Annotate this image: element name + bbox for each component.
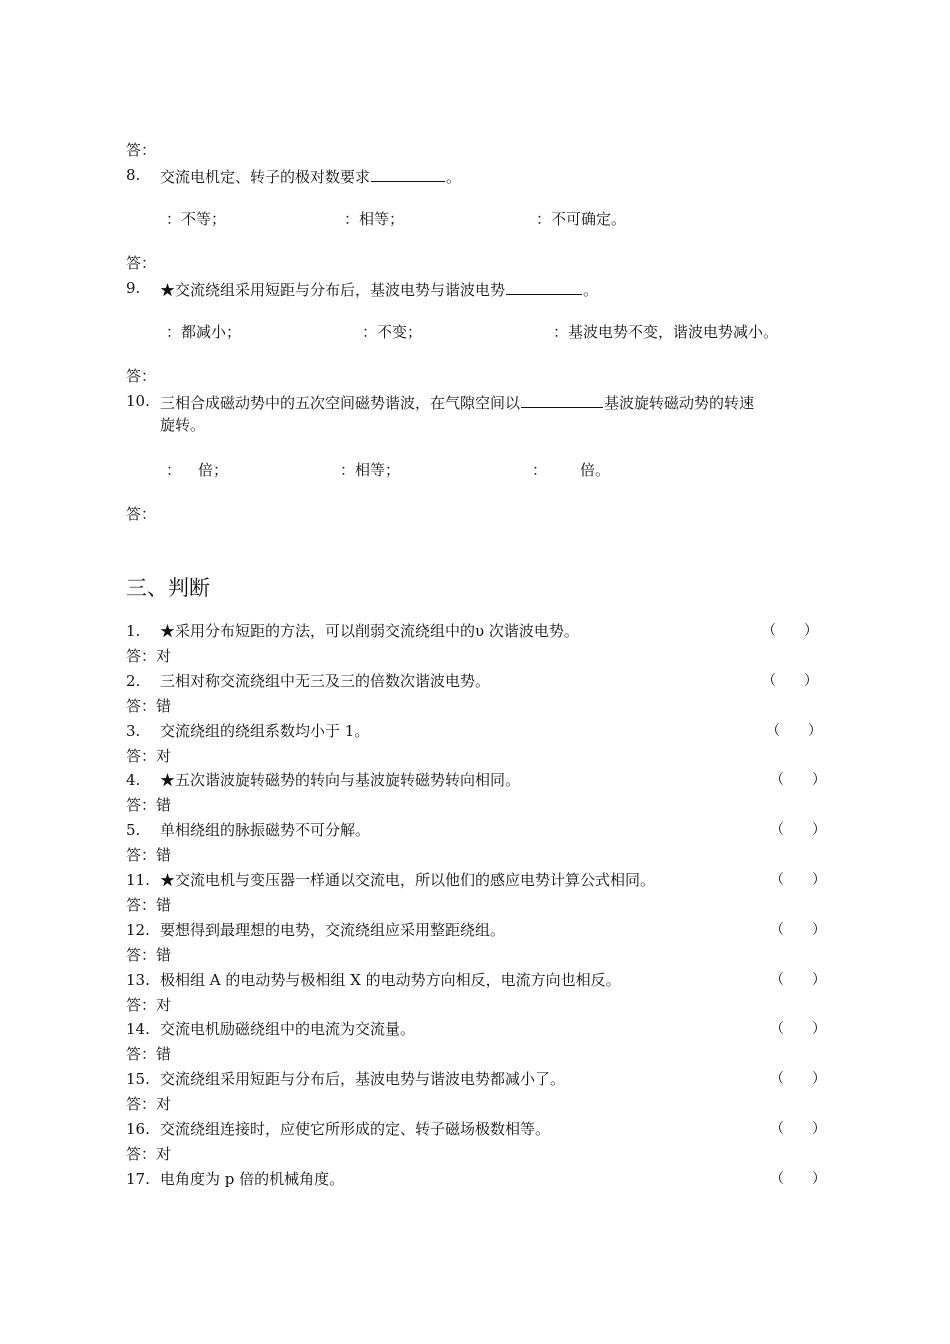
judge-item-number: 5. [126, 821, 141, 840]
judge-item-number: 4. [126, 771, 141, 790]
q9-answer: 答： [126, 367, 157, 385]
q10-text: 三相合成磁动势中的五次空间磁势谐波，在气隙空间以 [160, 394, 521, 412]
judge-item-answer: 答：错 [126, 896, 172, 914]
judge-item-text: 单相绕组的脉振磁势不可分解。 [160, 821, 371, 840]
judge-item-answer: 答：错 [126, 696, 172, 715]
q8-option-a: ：不等； [166, 210, 227, 228]
judge-item-text: ★采用分布短距的方法，可以削弱交流绕组中的υ 次谐波电势。 [160, 622, 579, 640]
judge-item-text: 交流绕组连接时，应使它所形成的定、转子磁场极数相等。 [160, 1120, 551, 1138]
judge-item-number: 13. [126, 970, 150, 989]
judge-item-text: 极相组 A 的电动势与极相组 X 的电动势方向相反，电流方向也相反。 [160, 970, 621, 989]
judge-item-answer: 答：错 [126, 846, 172, 865]
q10-answer: 答： [126, 505, 157, 523]
judge-item-parentheses: （ ） [762, 623, 818, 639]
judge-item-parentheses: （ ） [770, 921, 826, 938]
judge-item-parentheses: （ ） [770, 872, 826, 888]
judge-item-answer: 答：对 [126, 1145, 172, 1163]
judge-item-number: 17. [126, 1169, 150, 1188]
judge-item-answer: 答：对 [126, 746, 172, 765]
judge-item-text: 要想得到最理想的电势，交流绕组应采用整距绕组。 [160, 920, 506, 939]
judge-item-number: 3. [126, 721, 141, 740]
q10-option-a-colon: ： [166, 461, 182, 479]
q10-question-line2: 旋转。 [160, 416, 206, 434]
q8-text: 交流电机定、转子的极对数要求 [160, 168, 371, 186]
judge-item-number: 12. [126, 920, 150, 939]
judge-item-text: ★交流电机与变压器一样通以交流电，所以他们的感应电势计算公式相同。 [160, 871, 656, 889]
judge-item-text: 交流绕组的绕组系数均小于 1。 [160, 721, 370, 740]
judge-item-text: 交流绕组采用短距与分布后，基波电势与谐波电势都减小了。 [160, 1070, 566, 1089]
q10-option-c: 倍。 [580, 461, 611, 479]
q10-question [160, 391, 754, 413]
q10-text-end: 基波旋转磁动势的转速 [604, 394, 755, 412]
q10-number: 10. [126, 392, 150, 410]
judge-item-number: 14. [126, 1020, 150, 1039]
judge-item-number: 2. [126, 671, 141, 690]
q10-option-b: ：相等； [340, 461, 401, 479]
q9-blank [506, 278, 582, 295]
q8-question [160, 165, 461, 187]
q8-text-end: 。 [446, 168, 462, 186]
q10-blank [521, 391, 603, 408]
q9-text-end: 。 [583, 281, 599, 299]
judge-item-parentheses: （ ） [770, 1121, 826, 1137]
q8-option-c: ：不可确定。 [536, 210, 627, 228]
judge-item-answer: 答：错 [126, 945, 172, 964]
judge-item-answer: 答：错 [126, 1045, 172, 1064]
q8-blank [371, 165, 445, 182]
q10-option-a: 倍； [198, 461, 229, 479]
q9-question [160, 278, 598, 300]
q8-option-b: ：相等； [344, 210, 405, 228]
q9-option-b: ：不变； [362, 323, 423, 341]
q9-option-c: ：基波电势不变，谐波电势减小。 [553, 323, 779, 341]
judge-item-number: 16. [126, 1120, 150, 1138]
judge-item-parentheses: （ ） [770, 822, 826, 839]
judge-item-parentheses: （ ） [770, 971, 826, 988]
judge-item-number: 11. [126, 871, 150, 889]
judge-item-number: 15. [126, 1070, 150, 1089]
judge-item-parentheses: （ ） [762, 672, 818, 689]
q8-answer: 答： [126, 254, 157, 272]
judge-item-parentheses: （ ） [770, 1170, 826, 1187]
judge-item-text: ★五次谐波旋转磁势的转向与基波旋转磁势转向相同。 [160, 771, 521, 790]
section-heading: 三、判断 [126, 576, 210, 600]
q9-option-a: ：都减小； [166, 323, 242, 341]
q8-number: 8. [126, 166, 141, 184]
judge-item-parentheses: （ ） [770, 772, 826, 789]
judge-item-answer: 答：对 [126, 1095, 172, 1114]
answer-label-top: 答： [126, 141, 157, 159]
judge-item-text: 交流电机励磁绕组中的电流为交流量。 [160, 1020, 416, 1039]
q9-text: ★交流绕组采用短距与分布后，基波电势与谐波电势 [160, 281, 506, 299]
judge-item-answer: 答：错 [126, 796, 172, 815]
q10-option-c-colon: ： [532, 461, 548, 479]
judge-item-text: 三相对称交流绕组中无三及三的倍数次谐波电势。 [160, 671, 491, 690]
q9-number: 9. [126, 279, 141, 297]
judge-item-text: 电角度为 p 倍的机械角度。 [160, 1169, 345, 1188]
judge-item-parentheses: （ ） [770, 1071, 826, 1088]
judge-item-answer: 答：对 [126, 995, 172, 1014]
judge-item-parentheses: （ ） [766, 722, 822, 739]
judge-item-answer: 答：对 [126, 647, 172, 665]
judge-item-number: 1. [126, 622, 141, 640]
judge-item-parentheses: （ ） [770, 1021, 826, 1038]
